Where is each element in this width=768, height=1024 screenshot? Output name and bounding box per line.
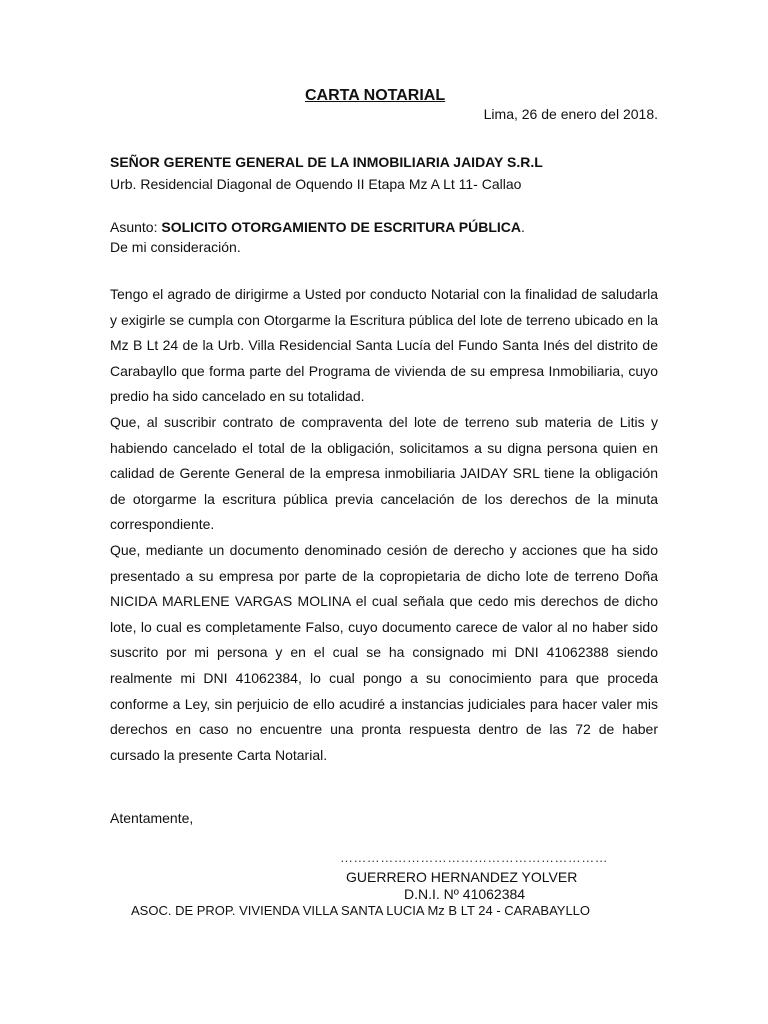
signer-association: ASOC. DE PROP. VIVIENDA VILLA SANTA LUCIA Mz B LT 24 - CARABAYLLO	[131, 903, 591, 918]
body-paragraph: Que, mediante un documento denominado cesión de derecho y acciones que ha sido presentado a su empresa por parte de la copropietaria de dicho lote de terreno Doña NICIDA MARLENE VARGAS MOLINA el cual señala que cedo mis derechos de dicho lote, lo cual es completamente Falso, cuyo documento carece de valor al no haber sido suscrito por mi persona y en el cual se ha consignado mi DNI 41062388 siendo realmente mi DNI 41062384, lo cual pongo a su conocimiento para que proceda conforme a Ley, sin perjuicio de ello acudiré a instancias judiciales para hacer valer mis derechos en caso no encuentre una pronta respuesta dentro de las 72 de haber cursado la presente Carta Notarial.	[110, 541, 658, 763]
body-paragraph: Que, al suscribir contrato de compraventa del lote de terreno sub materia de Litis y habiendo cancelado el total de la obligación, solicitamos a su digna persona quien en calidad de Gerente General de la empresa inmobiliaria JAIDAY SRL tiene la obligación de otorgarme la escritura pública previa cancelación de los derechos de la minuta correspondiente.	[110, 413, 658, 533]
closing-line: Atentamente,	[110, 810, 194, 826]
subject-text: SOLICITO OTORGAMIENTO DE ESCRITURA PÚBLICA	[161, 219, 521, 235]
recipient-address: Urb. Residencial Diagonal de Oquendo II Etapa Mz A Lt 11- Callao	[110, 176, 522, 192]
signature-line: ……………………………………………………	[340, 850, 608, 865]
letter-date: Lima, 26 de enero del 2018.	[483, 106, 658, 122]
subject-end: .	[521, 219, 525, 235]
page-title: CARTA NOTARIAL	[305, 87, 446, 104]
letter-body	[110, 282, 658, 768]
subject-label: Asunto:	[110, 219, 162, 235]
subject-line	[110, 219, 525, 235]
signer-dni: D.N.I. Nº 41062384	[404, 886, 526, 902]
signer-name: GUERRERO HERNANDEZ YOLVER	[346, 869, 578, 885]
body-paragraph: Tengo el agrado de dirigirme a Usted por conducto Notarial con la finalidad de saludarla y exigirle se cumpla con Otorgarme la Escritura pública del lote de terreno ubicado en la Mz B Lt 24 de la Urb. Villa Residencial Santa Lucía del Fundo Santa Inés del distrito de Carabayllo que forma parte del Programa de vivienda de su empresa Inmobiliaria, cuyo predio ha sido cancelado en su totalidad.	[110, 286, 658, 405]
greeting-line: De mi consideración.	[110, 239, 241, 255]
recipient-line: SEÑOR GERENTE GENERAL DE LA INMOBILIARIA JAIDAY S.R.L	[110, 154, 543, 170]
